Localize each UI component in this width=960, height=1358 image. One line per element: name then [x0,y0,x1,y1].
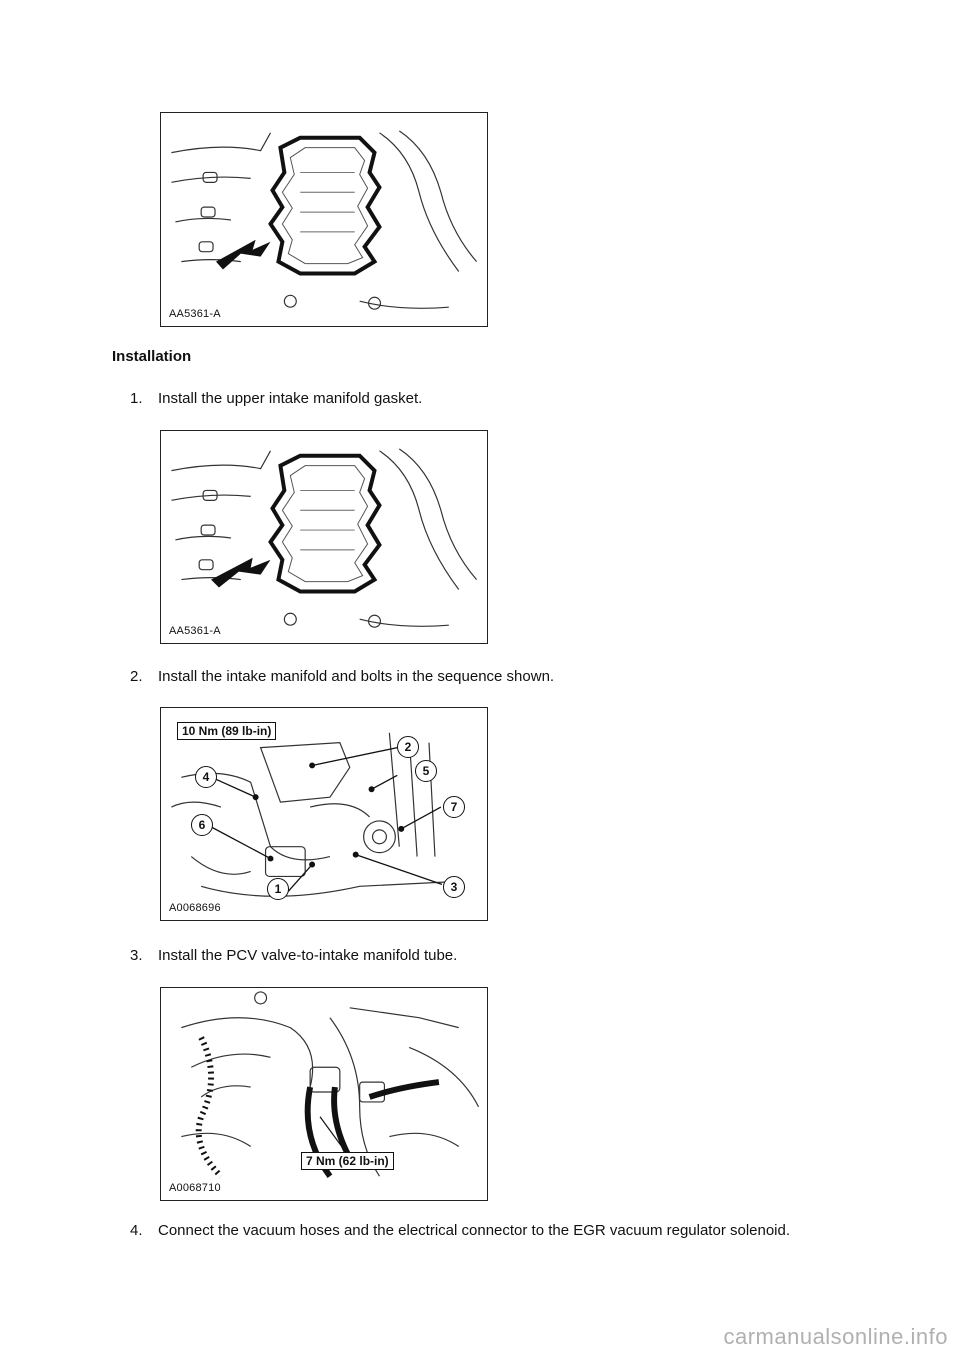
step-3 [130,947,457,964]
step-text: Install the intake manifold and bolts in the sequence shown. [158,668,555,685]
arrow-icon [211,558,270,588]
step-number: 2. [130,668,143,685]
gasket-illustration [161,431,487,643]
step-number: 1. [130,390,143,407]
torque-spec: 10 Nm (89 lb-in) [177,722,276,740]
figure-gasket-install [160,430,488,644]
callout-4: 4 [195,766,217,788]
figure-id: AA5361-A [169,625,221,637]
torque-spec: 7 Nm (62 lb-in) [301,1152,394,1170]
callout-3: 3 [443,876,465,898]
callout-1: 1 [267,878,289,900]
figure-gasket-removal [160,112,488,327]
step-4 [130,1222,790,1239]
figure-id: A0068696 [169,902,221,914]
step-1 [130,390,422,407]
figure-id: AA5361-A [169,308,221,320]
site-watermark: carmanualsonline.info [723,1324,948,1349]
step-text: Connect the vacuum hoses and the electrical connector to the EGR vacuum regulator solenoid. [158,1222,791,1239]
figure-bolt-sequence [160,707,488,921]
callout-5: 5 [415,760,437,782]
step-number: 3. [130,947,143,964]
step-2 [130,668,554,685]
step-number: 4. [130,1222,143,1239]
figure-id: A0068710 [169,1182,221,1194]
figure-pcv-tube [160,987,488,1201]
callout-2: 2 [397,736,419,758]
arrow-icon [216,240,270,270]
callout-6: 6 [191,814,213,836]
callout-7: 7 [443,796,465,818]
section-heading: Installation [112,348,192,365]
gasket-illustration [161,113,487,326]
step-text: Install the upper intake manifold gasket. [158,390,423,407]
step-text: Install the PCV valve-to-intake manifold tube. [158,947,458,964]
